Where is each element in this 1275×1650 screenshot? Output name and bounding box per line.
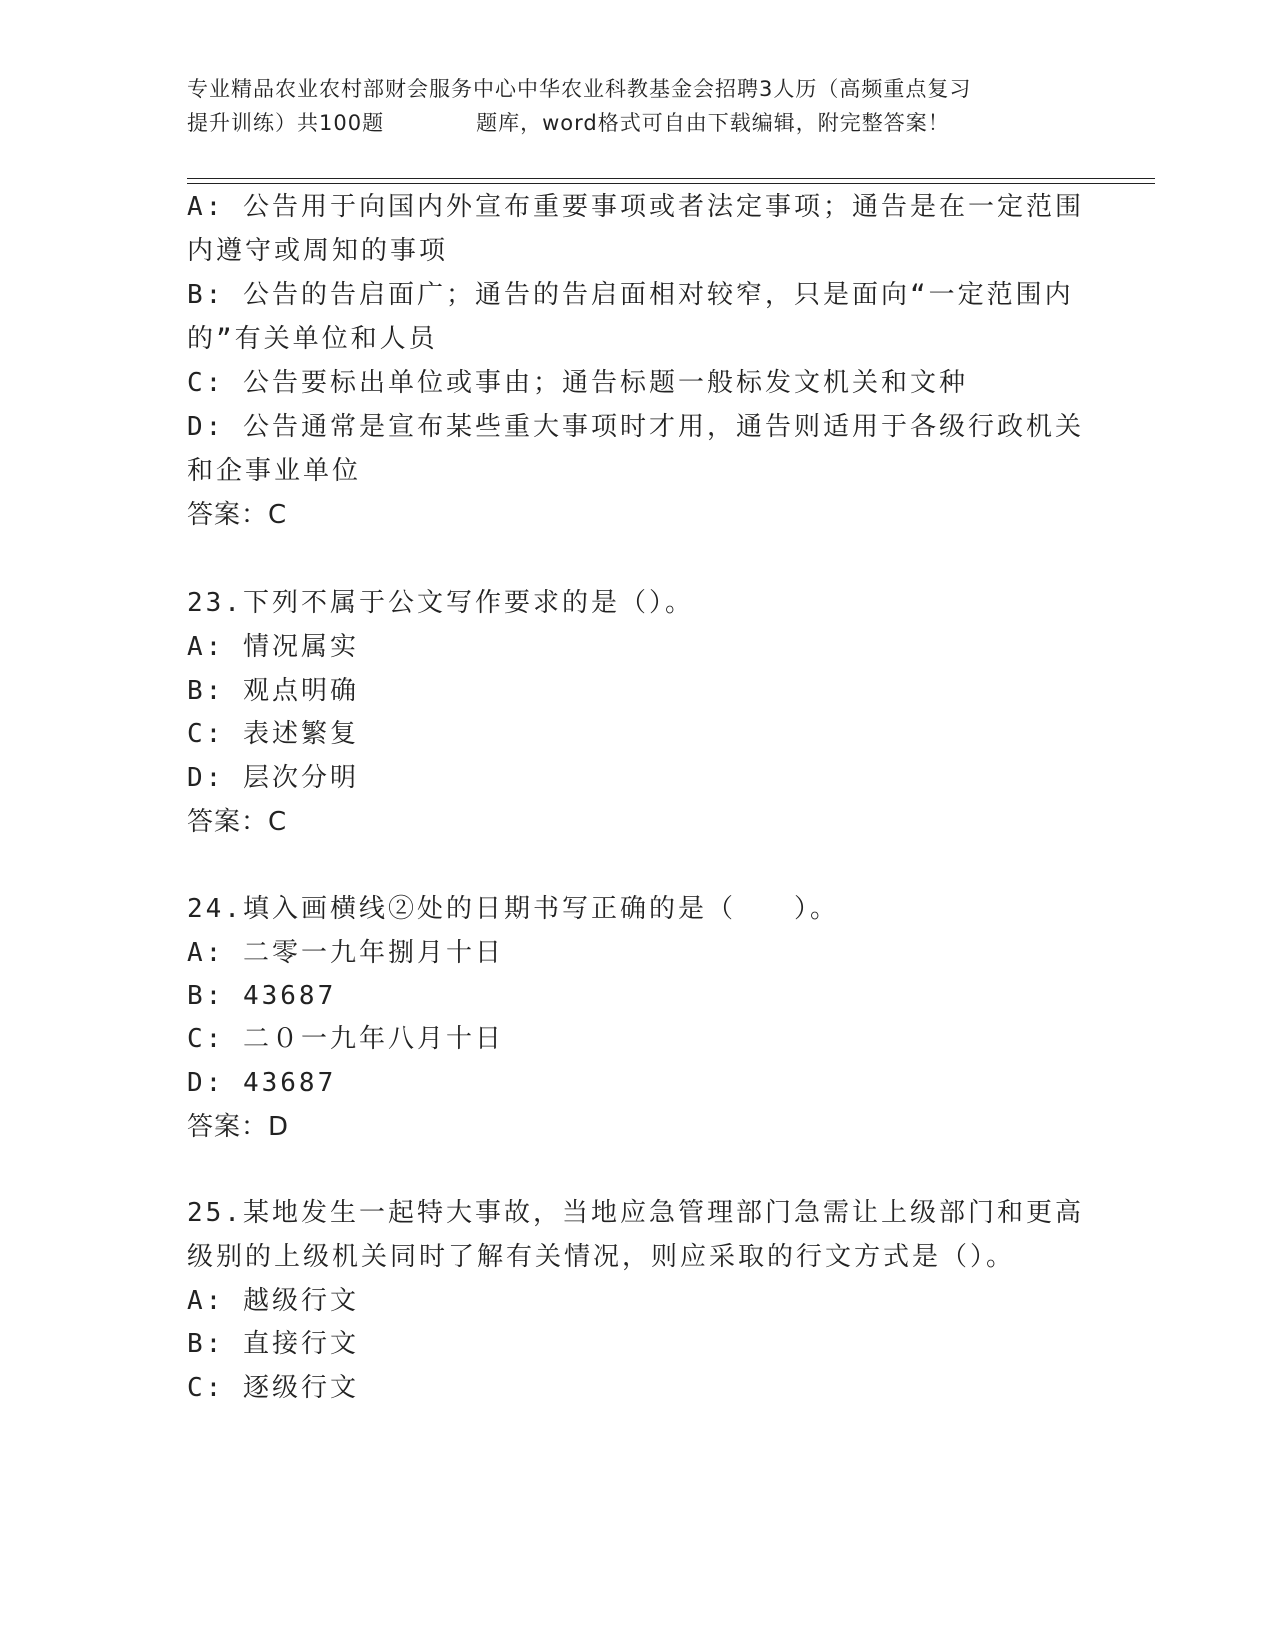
q23-option-c: C: 表述繁复 — [187, 719, 359, 749]
q23-option-a: A: 情况属实 — [187, 632, 359, 662]
q25-stem-line-2: 级别的上级机关同时了解有关情况，则应采取的行文方式是（）。 — [187, 1242, 1016, 1272]
header-line-1: 专业精品农业农村部财会服务中心中华农业科教基金会招聘3人历（高频重点复习 — [187, 77, 972, 101]
q23-option-b: B: 观点明确 — [187, 676, 359, 706]
q22-option-a-line-1: A: 公告用于向国内外宣布重要事项或者法定事项；通告是在一定范围 — [187, 192, 1084, 222]
document-header — [187, 72, 1087, 140]
q23-answer: 答案：C — [187, 807, 288, 837]
q23-stem: 23.下列不属于公文写作要求的是（）。 — [187, 588, 694, 618]
header-line-2-left: 提升训练）共100题 — [187, 111, 385, 135]
q22-option-a-line-2: 内遵守或周知的事项 — [187, 236, 449, 266]
q22-option-b-line-1: B: 公告的告启面广；通告的告启面相对较窄，只是面向“一定范围内 — [187, 280, 1074, 310]
header-line-2-right: 题库，word格式可自由下载编辑，附完整答案！ — [476, 111, 950, 135]
q23-option-d: D: 层次分明 — [187, 763, 359, 793]
q24-option-a: A: 二零一九年捌月十日 — [187, 938, 504, 968]
q22-option-b-line-2: 的”有关单位和人员 — [187, 324, 438, 354]
q22-option-c: C: 公告要标出单位或事由；通告标题一般标发文机关和文种 — [187, 368, 968, 398]
q22-option-d-line-1: D: 公告通常是宣布某些重大事项时才用，通告则适用于各级行政机关 — [187, 412, 1084, 442]
header-rule-top — [187, 178, 1155, 179]
header-line-2 — [187, 106, 1087, 140]
q22-option-d-line-2: 和企事业单位 — [187, 456, 362, 486]
q24-option-d: D: 43687 — [187, 1068, 337, 1098]
q24-stem: 24.填入画横线②处的日期书写正确的是（ ）。 — [187, 894, 839, 924]
q25-option-a: A: 越级行文 — [187, 1286, 359, 1316]
q22-answer: 答案：C — [187, 500, 288, 530]
header-rule-bottom — [187, 183, 1155, 184]
q25-option-c: C: 逐级行文 — [187, 1373, 359, 1403]
q24-answer: 答案：D — [187, 1112, 290, 1142]
q24-option-b: B: 43687 — [187, 981, 337, 1011]
q25-option-b: B: 直接行文 — [187, 1329, 359, 1359]
q24-option-c: C: 二０一九年八月十日 — [187, 1024, 504, 1054]
q25-stem-line-1: 25.某地发生一起特大事故，当地应急管理部门急需让上级部门和更高 — [187, 1198, 1084, 1228]
